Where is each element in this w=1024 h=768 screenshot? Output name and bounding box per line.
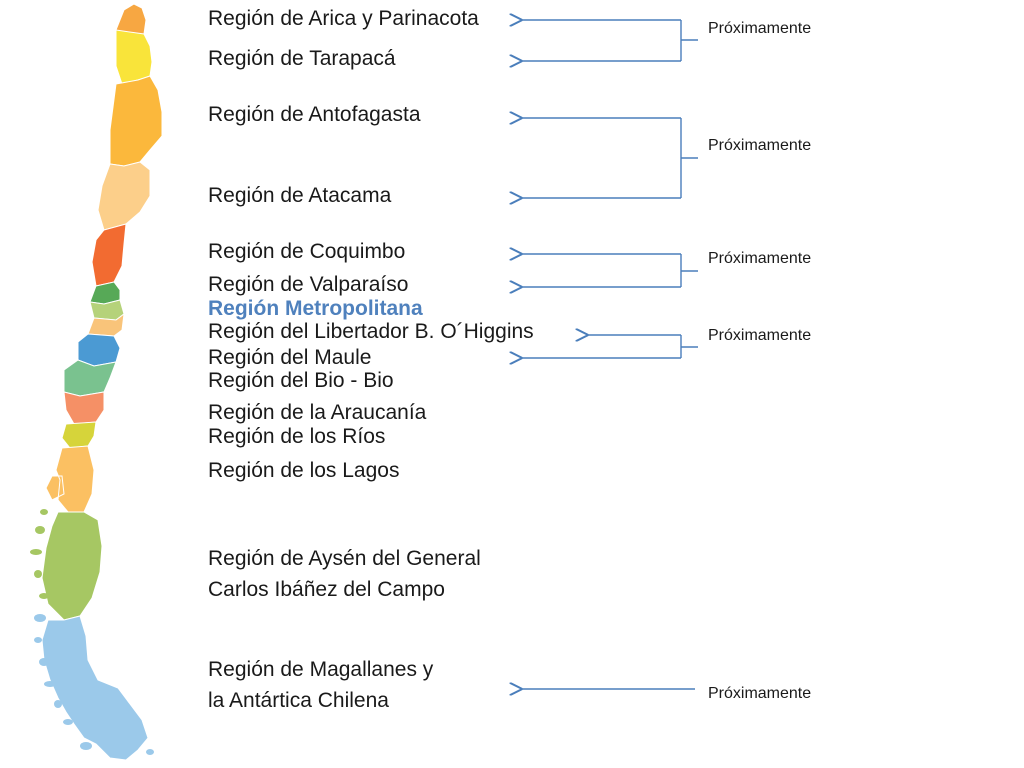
bracket-group-1 xyxy=(521,20,698,61)
region-label-metropolitana: Región Metropolitana xyxy=(208,297,423,320)
region-label-biobio: Región del Bio - Bio xyxy=(208,369,394,392)
bracket-group-3 xyxy=(521,254,698,287)
region-label-magallanes-line2: la Antártica Chilena xyxy=(208,689,389,712)
region-label-valparaiso: Región de Valparaíso xyxy=(208,273,409,296)
bracket-group-2 xyxy=(521,118,698,198)
region-label-maule: Región del Maule xyxy=(208,346,372,369)
region-label-aysen-line1: Región de Aysén del General xyxy=(208,547,481,570)
status-label-group-1: Próximamente xyxy=(708,20,812,37)
region-label-antofagasta: Región de Antofagasta xyxy=(208,103,421,126)
region-label-aysen-line2: Carlos Ibáñez del Campo xyxy=(208,578,445,601)
region-label-lagos: Región de los Lagos xyxy=(208,459,400,482)
region-label-magallanes-line1: Región de Magallanes y xyxy=(208,658,434,681)
status-label-group-3: Próximamente xyxy=(708,250,812,267)
region-label-tarapaca: Región de Tarapacá xyxy=(208,47,396,70)
region-label-ohiggins: Región del Libertador B. O´Higgins xyxy=(208,320,534,343)
status-label-group-5: Próximamente xyxy=(708,685,812,702)
region-label-rios: Región de los Ríos xyxy=(208,425,386,448)
region-label-arica: Región de Arica y Parinacota xyxy=(208,7,479,30)
region-label-araucania: Región de la Araucanía xyxy=(208,401,427,424)
status-label-group-2: Próximamente xyxy=(708,137,812,154)
region-label-coquimbo: Región de Coquimbo xyxy=(208,240,406,263)
region-label-atacama: Región de Atacama xyxy=(208,184,392,207)
status-label-group-4: Próximamente xyxy=(708,327,812,344)
bracket-group-4 xyxy=(521,335,698,358)
